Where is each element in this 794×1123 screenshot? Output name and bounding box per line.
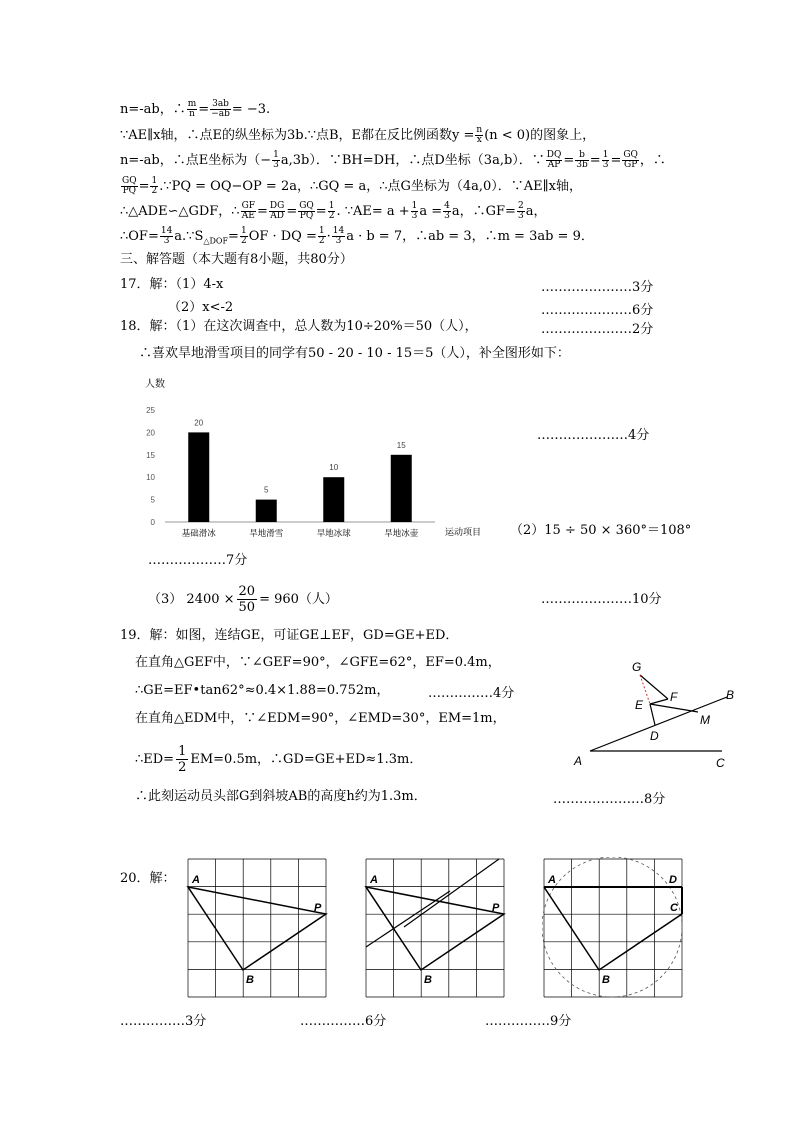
q18-part-2: （2）15 ÷ 50 × 360°＝108°: [510, 523, 692, 538]
label-P: P: [314, 902, 322, 914]
label-B: B: [726, 688, 735, 702]
label-A: A: [574, 754, 583, 768]
q19-score-1: ……………4分: [428, 686, 515, 701]
label-B: B: [424, 974, 432, 986]
x-category-label: 旱地滑雪: [249, 528, 284, 538]
prev-line-4: $\frac{GQ}{PQ}$ = $\frac{1}{2}$ .∵PQ = OQ−OP = 2a，∴GQ = a，∴点G坐标为（4a,0）．∵AE∥x轴，: [122, 176, 582, 196]
label-B: B: [602, 974, 610, 986]
y-tick-label: 5: [150, 495, 155, 505]
q20-grid-1: [186, 857, 328, 999]
prev-line-5: ∴△ADE∽△GDF，∴ $\frac{GF}{AE}$ = $\frac{DG}{AD}$ = $\frac{GQ}{PQ}$ = $\frac{1}{2}$ . ∵AE= a + $\frac{1}{3}$ a = $\frac{4}{3}$ a，∴GF= $\frac{2}{3}$ a，: [120, 201, 547, 221]
q20-grid-3: [542, 857, 684, 999]
label-B: B: [246, 974, 254, 986]
label-D: D: [650, 729, 659, 743]
label-M: M: [700, 713, 710, 727]
q19-line-1: 19．解：如图，连结GE，可证GE⊥EF，GD=GE+ED．: [120, 628, 459, 643]
q19-score-2: …………………8分: [553, 792, 666, 807]
line-EF: [650, 699, 668, 704]
line-EM: [650, 704, 698, 712]
triangle-ABP: [366, 887, 504, 970]
label-E: E: [635, 698, 644, 712]
bar-2: [256, 500, 277, 522]
label-D: D: [669, 874, 677, 886]
q19-slope-figure: [572, 657, 742, 777]
chart-xlabel: 运动项目: [445, 527, 482, 537]
segment-ABC: [544, 887, 682, 970]
bar-4: [391, 455, 412, 522]
q20-score-2: ……………6分: [300, 1014, 387, 1029]
prev-line-6: ∴OF= $\frac{14}{3}$ $a.\because S_{\triangle DOF}=$ $\frac{1}{2}$ OF · DQ = $\frac{1}{2}$ · $\frac{14}{3}$ a · b = 7，∴ab = 3，∴m = 3ab = 9．: [120, 226, 594, 246]
q20-score-1: ……………3分: [120, 1014, 207, 1029]
label-A: A: [192, 874, 200, 886]
q18-score-2: …………………4分: [537, 428, 650, 443]
q17-score-1: …………………3分: [541, 280, 654, 295]
q18-part-3: （3） 2400 × $\frac{20}{50}$ = 960（人）: [148, 584, 338, 615]
q18-score-4: …………………10分: [541, 592, 662, 607]
triangle-ABP: [188, 887, 326, 970]
q19-line-5: ∴ED= $\frac{1}{2}$ EM=0.5m，∴GD=GE+ED≈1.3m．: [135, 744, 423, 775]
label-C: C: [716, 756, 725, 770]
label-A: A: [548, 874, 556, 886]
bar-value-label: 15: [396, 440, 406, 450]
chart-x-ticks: [182, 528, 419, 538]
chart-ylabel: 人数: [145, 379, 165, 390]
y-tick-label: 15: [146, 450, 155, 460]
sports-bar-chart: [135, 372, 495, 552]
x-category-label: 基础滑冰: [181, 528, 216, 538]
line-2: [404, 859, 499, 927]
q20-grid-2: [364, 857, 506, 999]
prev-line-1: n=-ab，∴ $\frac{m}{n}$ = $\frac{3ab}{-ab}$ = −3.: [120, 99, 271, 119]
q19-line-3: ∴GE=EF•tan62°≈0.4×1.88=0.752m，: [135, 683, 390, 698]
dashed-circle: [542, 857, 682, 997]
y-tick-label: 0: [150, 518, 155, 527]
q18-score-1: …………………2分: [541, 322, 654, 337]
bar-value-label: 10: [329, 463, 339, 473]
bar-1: [188, 432, 209, 522]
bar-value-label: 20: [194, 418, 204, 428]
q19-line-4: 在直角△EDM中，∵∠EDM=90°，∠EMD=30°，EM=1m，: [135, 711, 506, 726]
q20-score-3: ……………9分: [485, 1014, 572, 1029]
q17-line-1: 17．解：（1）4-x: [120, 277, 224, 292]
label-P: P: [492, 902, 500, 914]
label-A: A: [370, 874, 378, 886]
q17-line-2: （2）x<-2: [168, 300, 234, 315]
q19-line-6: ∴此刻运动员头部G到斜坡AB的高度h约为1.3m．: [135, 789, 427, 804]
bar-value-label: 5: [264, 485, 269, 495]
q18-line-1: 18．解：（1）在这次调查中，总人数为10÷20%＝50（人），: [120, 319, 478, 334]
prev-line-2: ∵AE∥x轴，∴点E的纵坐标为3b.∵点B，E都在反比例函数y = $\frac{n}{x}$ (n < 0)的图象上，: [120, 125, 596, 145]
chart-bars: [188, 418, 412, 522]
label-C: C: [670, 902, 678, 914]
x-category-label: 旱地冰球: [316, 528, 351, 538]
line-DE: [650, 704, 655, 725]
y-tick-label: 20: [146, 428, 155, 438]
q19-line-2: 在直角△GEF中，∵∠GEF=90°，∠GFE=62°，EF=0.4m，: [135, 655, 501, 670]
q18-score-3: ………………7分: [148, 553, 248, 568]
section-heading: 三、解答题（本大题有8小题，共80分）: [120, 252, 353, 267]
q17-score-2: …………………6分: [541, 303, 654, 318]
label-G: G: [632, 660, 642, 674]
y-tick-label: 25: [146, 406, 155, 415]
chart-y-ticks: [146, 406, 155, 527]
x-category-label: 旱地冰壶: [384, 528, 419, 538]
bar-3: [323, 477, 344, 522]
q18-line-2: ∴喜欢旱地滑雪项目的同学有50 - 20 - 10 - 15＝5（人），补全图形如下：: [139, 346, 570, 361]
q20-title: 20．解：: [120, 871, 176, 886]
y-tick-label: 10: [146, 473, 155, 483]
label-F: F: [670, 690, 678, 704]
prev-line-3: n=-ab，∴点E坐标为（− $\frac{1}{3}$ a,3b）．∵BH=DH，∴点D坐标（3a,b）．∵ $\frac{DQ}{AP}$ = $\frac{b}{3b}$ = $\frac{1}{3}$ = $\frac{GQ}{GP}$ ，∴: [120, 150, 666, 170]
line-1: [366, 891, 450, 947]
